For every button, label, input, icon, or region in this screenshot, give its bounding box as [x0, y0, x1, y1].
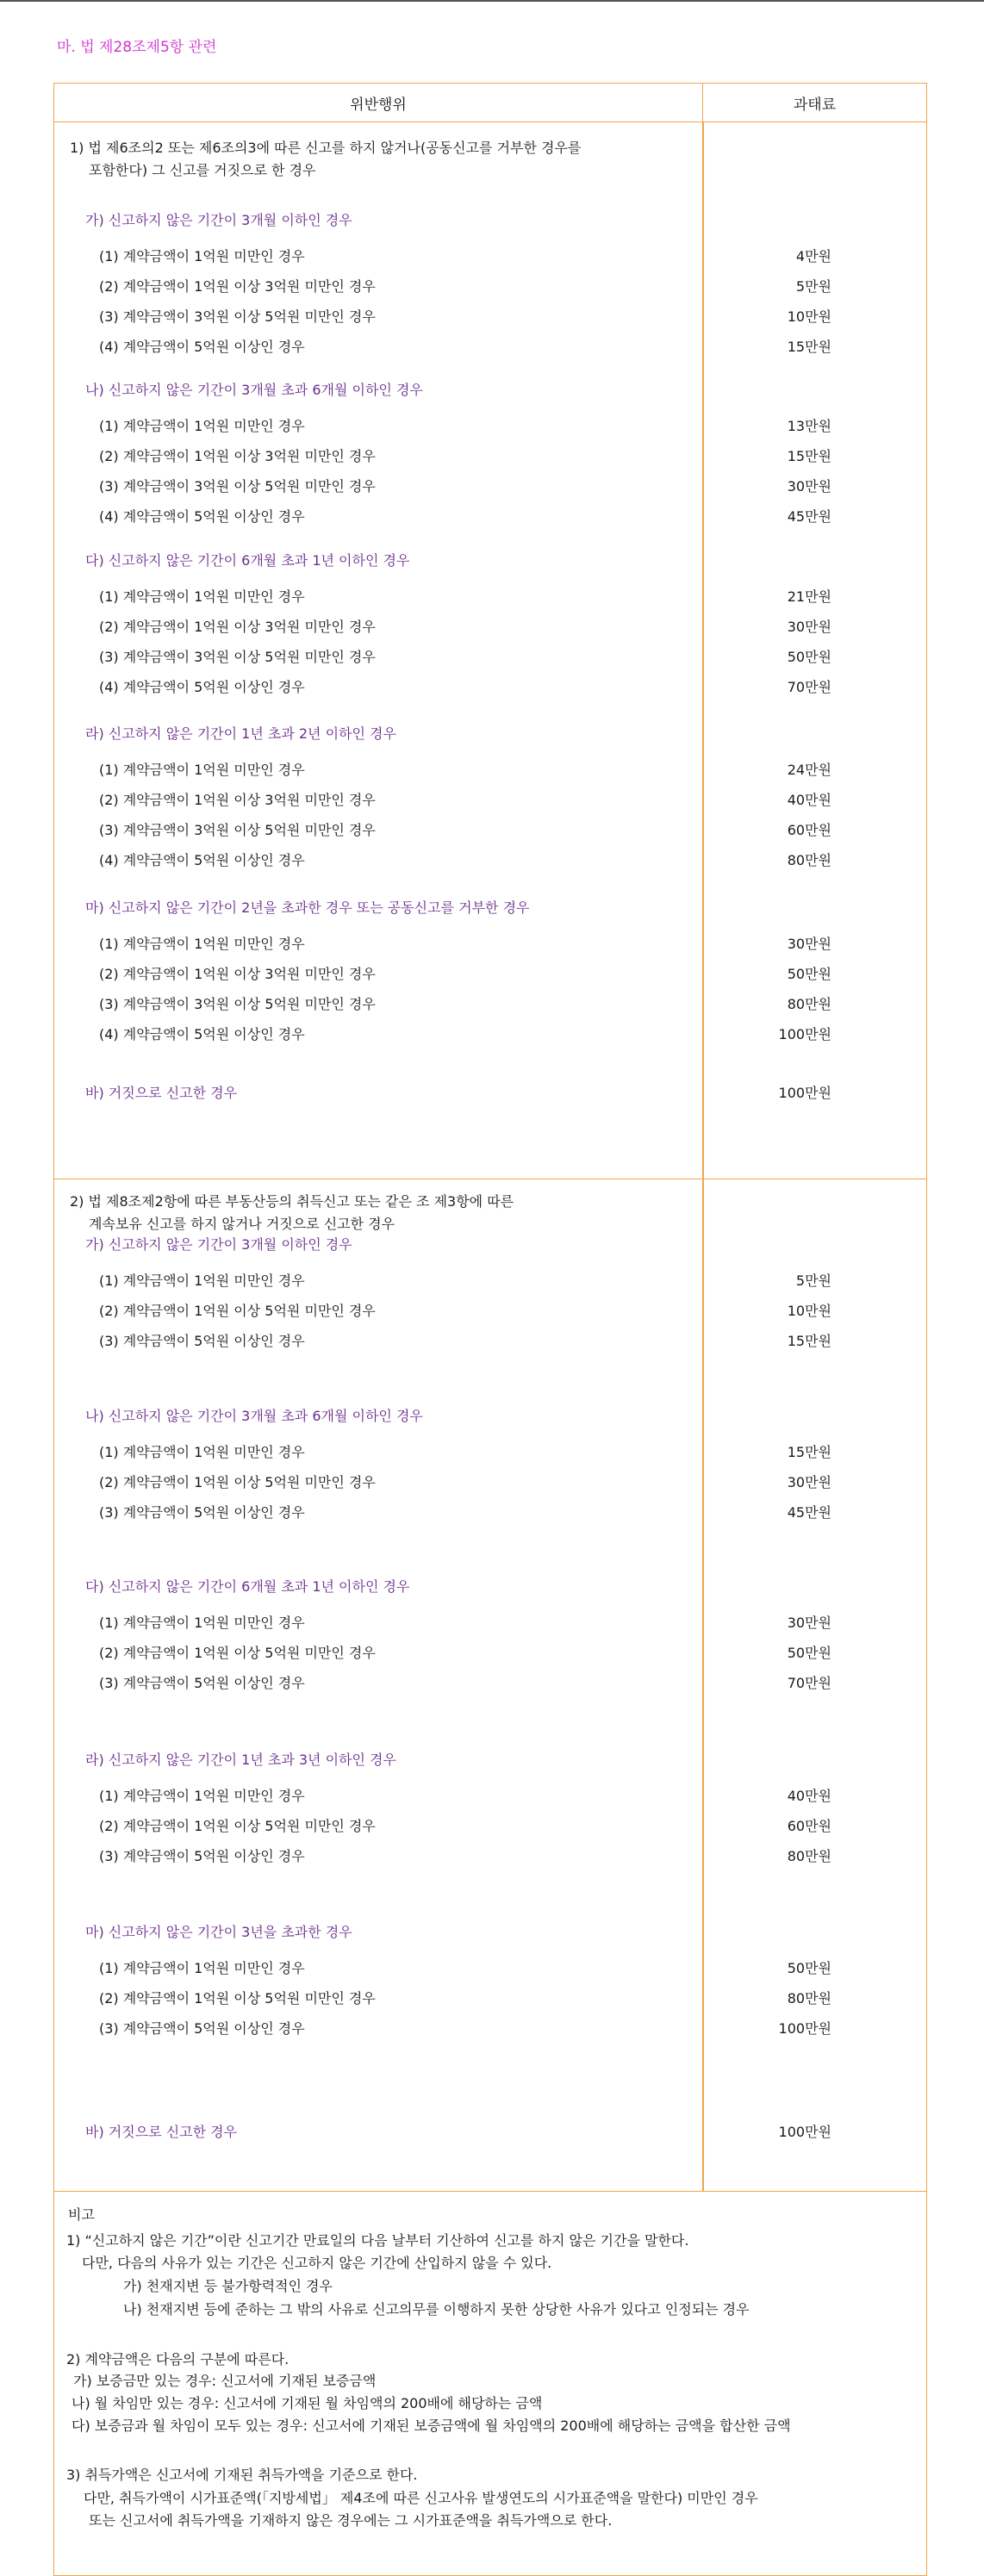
fine-row-label: (1) 계약금액이 1억원 미만인 경우: [99, 418, 305, 434]
fine-row: [54, 850, 928, 871]
fine-row-label: (1) 계약금액이 1억원 미만인 경우: [99, 588, 305, 605]
period-group-title: [54, 1235, 928, 1255]
false-report-row-fine: 100만원: [778, 2124, 831, 2140]
fine-row-fine: 45만원: [787, 508, 831, 525]
fine-row: [54, 1331, 928, 1352]
fine-row: [54, 337, 928, 358]
fine-row-label: (2) 계약금액이 1억원 이상 3억원 미만인 경우: [99, 448, 376, 464]
period-group-title: [54, 1406, 928, 1427]
fine-row-label: (2) 계약금액이 1억원 이상 3억원 미만인 경우: [99, 792, 376, 808]
fine-row-label: (3) 계약금액이 3억원 이상 5억원 미만인 경우: [99, 308, 376, 325]
fine-row: [54, 307, 928, 327]
fine-row: [54, 964, 928, 985]
fine-row-fine: 100만원: [778, 2020, 831, 2037]
fine-row-label: (1) 계약금액이 1억원 미만인 경우: [99, 1615, 305, 1631]
fine-row-fine: 80만원: [787, 996, 831, 1012]
period-group-title-label: 다) 신고하지 않은 기간이 6개월 초과 1년 이하인 경우: [85, 1578, 410, 1595]
note-line: 나) 월 차임만 있는 경우: 신고서에 기재된 월 차임액의 200배에 해당하는 금액: [72, 2395, 543, 2411]
note-line: 3) 취득가액은 신고서에 기재된 취득가액을 기준으로 한다.: [66, 2467, 418, 2483]
section-title: 마. 법 제28조제5항 관련: [57, 39, 217, 56]
period-group-title: [54, 210, 928, 231]
fine-row-fine: 70만원: [787, 679, 831, 695]
period-group-title-label: 마) 신고하지 않은 기간이 2년을 초과한 경우 또는 공동신고를 거부한 경우: [85, 899, 530, 916]
fine-table: [53, 83, 927, 2576]
fine-row-label: (3) 계약금액이 5억원 이상인 경우: [99, 1848, 305, 1864]
fine-row-label: (2) 계약금액이 1억원 이상 3억원 미만인 경우: [99, 966, 376, 982]
fine-row-label: (3) 계약금액이 5억원 이상인 경우: [99, 1504, 305, 1521]
fine-row-label: (3) 계약금액이 3억원 이상 5억원 미만인 경우: [99, 996, 376, 1012]
fine-row-fine: 15만원: [787, 448, 831, 464]
fine-row-label: (4) 계약금액이 5억원 이상인 경우: [99, 852, 305, 868]
fine-row-label: (4) 계약금액이 5억원 이상인 경우: [99, 339, 305, 355]
fine-row: [54, 1958, 928, 1979]
fine-row-fine: 80만원: [787, 852, 831, 868]
header-violation: 위반행위: [54, 84, 703, 121]
fine-row: [54, 1301, 928, 1322]
fine-row-fine: 21만원: [787, 588, 831, 605]
fine-row: [54, 1613, 928, 1633]
period-group-title-label: 가) 신고하지 않은 기간이 3개월 이하인 경우: [85, 1236, 352, 1253]
fine-row-fine: 24만원: [787, 762, 831, 778]
violation-heading: [54, 138, 928, 159]
period-group-title: [54, 380, 928, 401]
fine-row-label: (2) 계약금액이 1억원 이상 5억원 미만인 경우: [99, 1990, 376, 2007]
note-line: 다만, 다음의 사유가 있는 기간은 신고하지 않은 기간에 산입하지 않을 수 있다.: [82, 2255, 552, 2271]
period-group-title: [54, 724, 928, 744]
fine-row-label: (2) 계약금액이 1억원 이상 5억원 미만인 경우: [99, 1645, 376, 1661]
fine-row-label: (2) 계약금액이 1억원 이상 5억원 미만인 경우: [99, 1818, 376, 1834]
fine-row-label: (2) 계약금액이 1억원 이상 5억원 미만인 경우: [99, 1474, 376, 1490]
fine-row: [54, 587, 928, 607]
fine-row-fine: 4만원: [795, 248, 831, 264]
period-group-title: [54, 551, 928, 571]
fine-row-label: (4) 계약금액이 5억원 이상인 경우: [99, 679, 305, 695]
fine-row-fine: 50만원: [787, 966, 831, 982]
fine-row-fine: 15만원: [787, 1333, 831, 1349]
period-group-title-label: 라) 신고하지 않은 기간이 1년 초과 3년 이하인 경우: [85, 1752, 396, 1768]
fine-row-label: (1) 계약금액이 1억원 미만인 경우: [99, 1960, 305, 1976]
violation-block-1: [54, 122, 926, 1179]
fine-row-fine: 30만원: [787, 1615, 831, 1631]
note-line: 또는 신고서에 취득가액을 기재하지 않은 경우에는 그 시가표준액을 취득가액으로 한다.: [89, 2512, 613, 2529]
fine-row: [54, 1024, 928, 1045]
period-group-title-label: 가) 신고하지 않은 기간이 3개월 이하인 경우: [85, 212, 352, 228]
violation-heading: [54, 1192, 928, 1212]
fine-row: [54, 277, 928, 297]
fine-row: [54, 246, 928, 267]
fine-row: [54, 1786, 928, 1807]
fine-row: [54, 1988, 928, 2009]
fine-row-label: (3) 계약금액이 3억원 이상 5억원 미만인 경우: [99, 478, 376, 495]
fine-row-label: (1) 계약금액이 1억원 미만인 경우: [99, 762, 305, 778]
fine-row-fine: 10만원: [787, 308, 831, 325]
false-report-row-label: 바) 거짓으로 신고한 경우: [85, 1085, 238, 1101]
fine-row: [54, 507, 928, 527]
false-report-row-fine: 100만원: [778, 1085, 831, 1101]
notes-heading: 비고: [68, 2206, 95, 2223]
fine-row-fine: 5만원: [795, 1272, 831, 1289]
fine-row-label: (4) 계약금액이 5억원 이상인 경우: [99, 508, 305, 525]
fine-row-label: (3) 계약금액이 3억원 이상 5억원 미만인 경우: [99, 649, 376, 665]
period-group-title: [54, 1750, 928, 1770]
fine-row: [54, 1673, 928, 1694]
fine-row-fine: 30만원: [787, 478, 831, 495]
fine-row: [54, 1472, 928, 1493]
note-line: 2) 계약금액은 다음의 구분에 따른다.: [66, 2351, 290, 2368]
fine-row-fine: 50만원: [787, 649, 831, 665]
fine-row-label: (2) 계약금액이 1억원 이상 3억원 미만인 경우: [99, 619, 376, 635]
fine-row: [54, 1271, 928, 1291]
fine-row-fine: 50만원: [787, 1960, 831, 1976]
fine-row: [54, 1643, 928, 1664]
period-group-title-label: 라) 신고하지 않은 기간이 1년 초과 2년 이하인 경우: [85, 725, 396, 742]
fine-row: [54, 820, 928, 841]
period-group-title: [54, 898, 928, 918]
fine-row: [54, 476, 928, 497]
period-group-title-label: 마) 신고하지 않은 기간이 3년을 초과한 경우: [85, 1924, 352, 1940]
fine-row-label: (3) 계약금액이 5억원 이상인 경우: [99, 1333, 305, 1349]
fine-row-label: (4) 계약금액이 5억원 이상인 경우: [99, 1026, 305, 1042]
fine-row: [54, 617, 928, 638]
violation-heading-cont-label: 계속보유 신고를 하지 않거나 거짓으로 신고한 경우: [89, 1216, 395, 1232]
fine-row-fine: 60만원: [787, 822, 831, 838]
fine-row-label: (1) 계약금액이 1억원 미만인 경우: [99, 248, 305, 264]
false-report-row-label: 바) 거짓으로 신고한 경우: [85, 2124, 238, 2140]
fine-row-label: (1) 계약금액이 1억원 미만인 경우: [99, 1272, 305, 1289]
table-body: [54, 122, 926, 2192]
fine-row-fine: 30만원: [787, 619, 831, 635]
fine-row-fine: 15만원: [787, 339, 831, 355]
fine-row-fine: 40만원: [787, 1788, 831, 1804]
false-report-row: [54, 1083, 928, 1104]
fine-row-fine: 70만원: [787, 1675, 831, 1691]
fine-row: [54, 446, 928, 467]
note-line: 나) 천재지변 등에 준하는 그 밖의 사유로 신고의무를 이행하지 못한 상당한 사유가 있다고 인정되는 경우: [123, 2301, 750, 2318]
fine-row-label: (1) 계약금액이 1억원 미만인 경우: [99, 936, 305, 952]
fine-row-fine: 15만원: [787, 1444, 831, 1460]
header-fine: 과태료: [793, 96, 837, 114]
fine-row-fine: 30만원: [787, 1474, 831, 1490]
fine-row-fine: 80만원: [787, 1990, 831, 2007]
fine-row: [54, 647, 928, 668]
table-header: [54, 84, 926, 122]
violation-heading-label: 2) 법 제8조제2항에 따른 부동산등의 취득신고 또는 같은 조 제3항에 따른: [70, 1193, 514, 1210]
fine-row: [54, 1816, 928, 1837]
fine-row-fine: 45만원: [787, 1504, 831, 1521]
violation-heading-cont-label: 포함한다) 그 신고를 거짓으로 한 경우: [89, 162, 316, 178]
fine-row-label: (3) 계약금액이 3억원 이상 5억원 미만인 경우: [99, 822, 376, 838]
note-line: 1) “신고하지 않은 기간”이란 신고기간 만료일의 다음 날부터 기산하여 신고를 하지 않은 기간을 말한다.: [66, 2232, 689, 2249]
fine-row-fine: 40만원: [787, 792, 831, 808]
fine-row-fine: 30만원: [787, 936, 831, 952]
fine-row: [54, 416, 928, 437]
fine-row: [54, 994, 928, 1015]
violation-heading-cont: [54, 1214, 928, 1235]
notes-section: [54, 2192, 926, 2575]
period-group-title-label: 다) 신고하지 않은 기간이 6개월 초과 1년 이하인 경우: [85, 552, 410, 569]
fine-row-label: (1) 계약금액이 1억원 미만인 경우: [99, 1444, 305, 1460]
fine-row-fine: 60만원: [787, 1818, 831, 1834]
fine-row-label: (3) 계약금액이 5억원 이상인 경우: [99, 2020, 305, 2037]
note-line: 다) 보증금과 월 차임이 모두 있는 경우: 신고서에 기재된 보증금액에 월 차임액의 200배에 해당하는 금액을 합산한 금액: [72, 2417, 791, 2434]
fine-row-label: (2) 계약금액이 1억원 이상 3억원 미만인 경우: [99, 278, 376, 295]
fine-row-fine: 100만원: [778, 1026, 831, 1042]
note-line: 가) 보증금만 있는 경우: 신고서에 기재된 보증금액: [73, 2373, 377, 2389]
period-group-title: [54, 1577, 928, 1597]
false-report-row: [54, 2122, 928, 2143]
fine-row: [54, 934, 928, 955]
fine-row: [54, 677, 928, 698]
period-group-title-label: 나) 신고하지 않은 기간이 3개월 초과 6개월 이하인 경우: [85, 1408, 423, 1424]
fine-row: [54, 760, 928, 781]
violation-block-2: [54, 1179, 926, 2192]
fine-row-fine: 13만원: [787, 418, 831, 434]
top-rule: [0, 0, 984, 2]
fine-row-label: (3) 계약금액이 5억원 이상인 경우: [99, 1675, 305, 1691]
violation-heading-cont: [54, 160, 928, 181]
fine-row: [54, 790, 928, 811]
fine-row: [54, 1442, 928, 1463]
period-group-title: [54, 1922, 928, 1943]
period-group-title-label: 나) 신고하지 않은 기간이 3개월 초과 6개월 이하인 경우: [85, 382, 423, 398]
note-line: 가) 천재지변 등 불가항력적인 경우: [123, 2278, 333, 2294]
fine-row-fine: 10만원: [787, 1303, 831, 1319]
fine-row: [54, 2019, 928, 2039]
fine-row-fine: 50만원: [787, 1645, 831, 1661]
fine-row: [54, 1846, 928, 1867]
fine-row-label: (1) 계약금액이 1억원 미만인 경우: [99, 1788, 305, 1804]
violation-heading-label: 1) 법 제6조의2 또는 제6조의3에 따른 신고를 하지 않거나(공동신고를 거부한 경우를: [70, 140, 582, 156]
fine-row: [54, 1503, 928, 1523]
fine-row-label: (2) 계약금액이 1억원 이상 5억원 미만인 경우: [99, 1303, 376, 1319]
note-line: 다만, 취득가액이 시가표준액(「지방세법」 제4조에 따른 신고사유 발생연도의 시가표준액을 말한다) 미만인 경우: [84, 2490, 758, 2506]
fine-row-fine: 80만원: [787, 1848, 831, 1864]
fine-row-fine: 5만원: [795, 278, 831, 295]
